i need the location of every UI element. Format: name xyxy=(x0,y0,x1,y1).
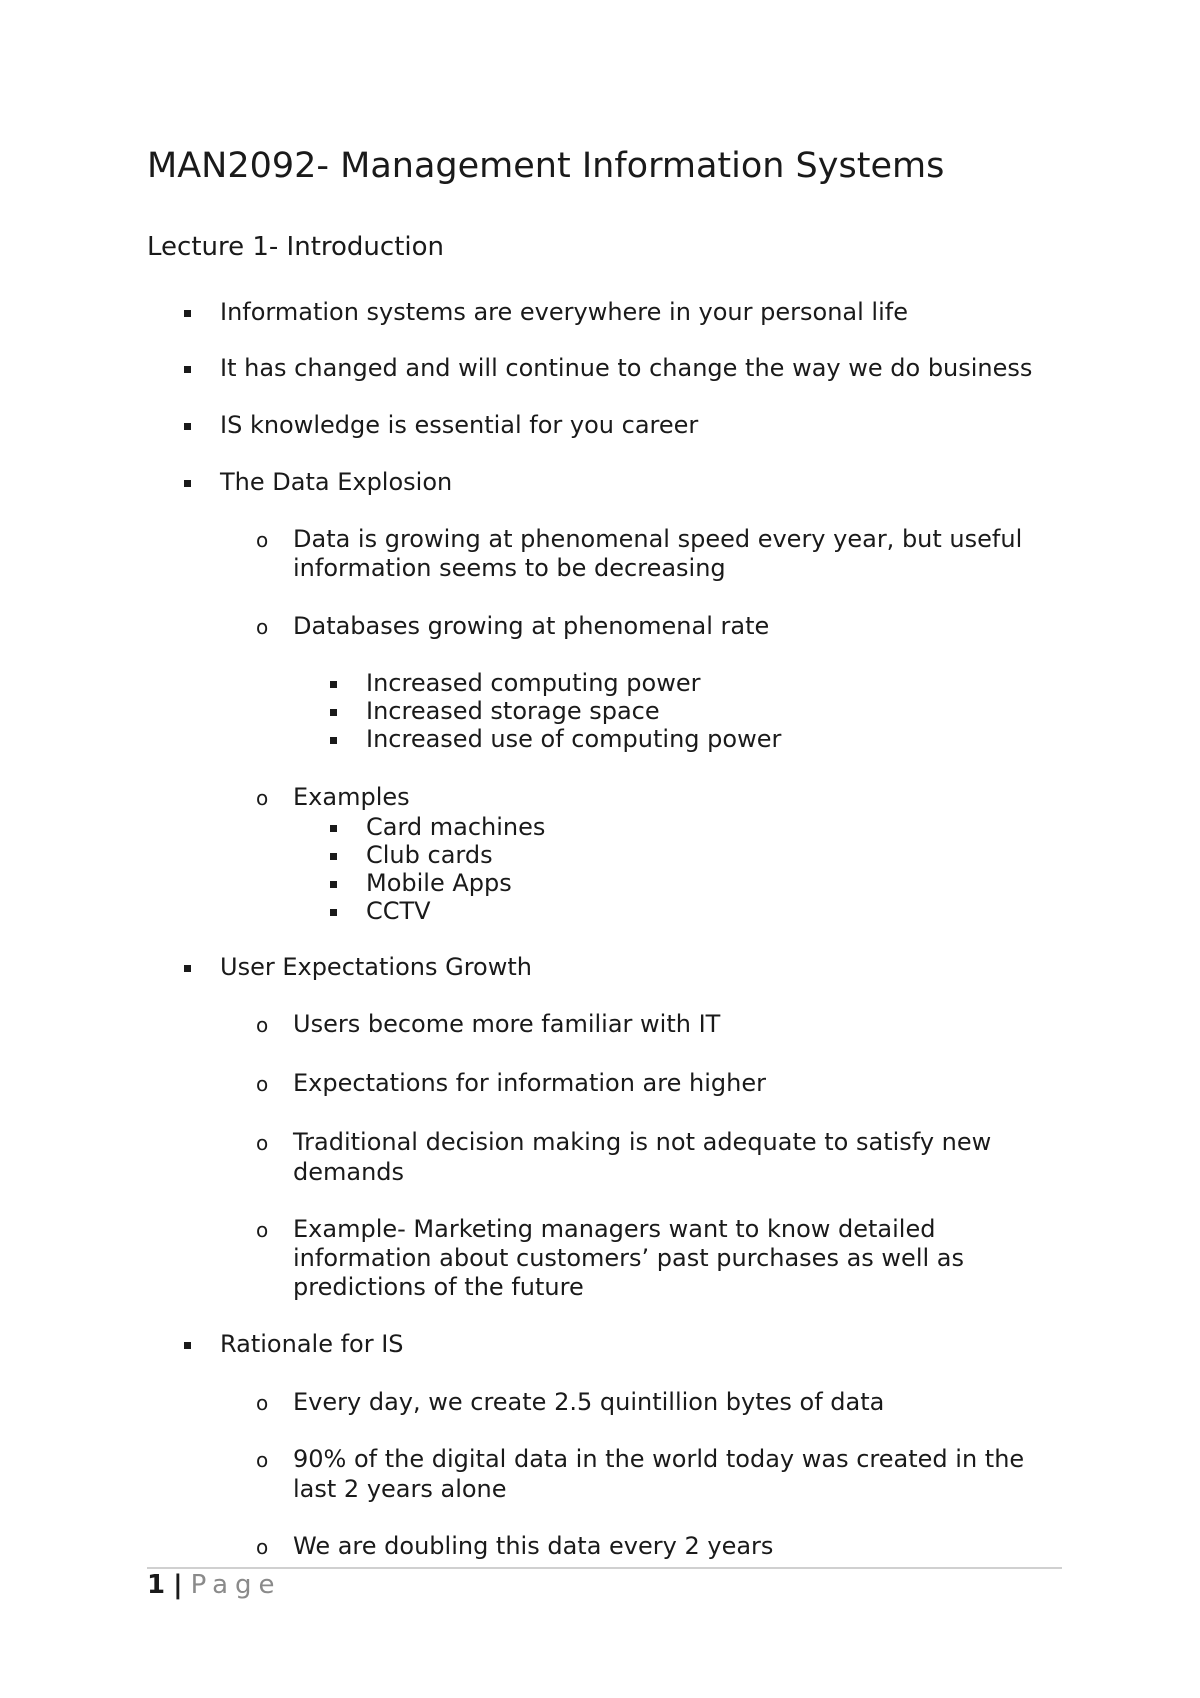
circle-bullet-icon: o xyxy=(256,615,269,639)
list-item: Databases growing at phenomenal rate xyxy=(293,612,770,640)
list-item: Increased use of computing power xyxy=(366,725,782,753)
list-item: Increased storage space xyxy=(366,697,660,725)
list-item: Increased computing power xyxy=(366,669,701,697)
list-item: Examples xyxy=(293,783,410,811)
list-item: The Data Explosion xyxy=(220,468,453,496)
list-item: Data is growing at phenomenal speed every year, but useful xyxy=(293,525,1023,553)
square-bullet-icon xyxy=(184,1342,191,1349)
square-bullet-icon xyxy=(330,881,337,888)
list-item: User Expectations Growth xyxy=(220,953,532,981)
list-item: Every day, we create 2.5 quintillion bytes of data xyxy=(293,1388,885,1416)
square-bullet-icon xyxy=(330,909,337,916)
square-bullet-icon xyxy=(330,681,337,688)
list-item: We are doubling this data every 2 years xyxy=(293,1532,774,1560)
square-bullet-icon xyxy=(330,853,337,860)
square-bullet-icon xyxy=(330,709,337,716)
list-item: CCTV xyxy=(366,897,431,925)
footer-divider xyxy=(147,1567,1062,1569)
list-item: Card machines xyxy=(366,813,546,841)
document-title: MAN2092- Management Information Systems xyxy=(147,146,945,186)
circle-bullet-icon: o xyxy=(256,786,269,810)
list-item: Traditional decision making is not adequate to satisfy new xyxy=(293,1128,992,1156)
circle-bullet-icon: o xyxy=(256,1013,269,1037)
square-bullet-icon xyxy=(184,965,191,972)
circle-bullet-icon: o xyxy=(256,1072,269,1096)
list-item: Expectations for information are higher xyxy=(293,1069,766,1097)
circle-bullet-icon: o xyxy=(256,528,269,552)
square-bullet-icon xyxy=(330,825,337,832)
square-bullet-icon xyxy=(184,480,191,487)
lecture-heading: Lecture 1- Introduction xyxy=(147,232,445,262)
page-footer xyxy=(147,1570,282,1600)
list-item-continuation: last 2 years alone xyxy=(293,1475,507,1503)
list-item: 90% of the digital data in the world today was created in the xyxy=(293,1445,1025,1473)
list-item-continuation: information seems to be decreasing xyxy=(293,554,726,582)
list-item-continuation: demands xyxy=(293,1158,405,1186)
list-item: Rationale for IS xyxy=(220,1330,404,1358)
circle-bullet-icon: o xyxy=(256,1218,269,1242)
list-item: IS knowledge is essential for you career xyxy=(220,411,699,439)
square-bullet-icon xyxy=(184,366,191,373)
square-bullet-icon xyxy=(184,310,191,317)
circle-bullet-icon: o xyxy=(256,1448,269,1472)
list-item: Information systems are everywhere in your personal life xyxy=(220,298,908,326)
list-item-continuation: predictions of the future xyxy=(293,1273,584,1301)
list-item-continuation: information about customers’ past purchases as well as xyxy=(293,1244,964,1272)
square-bullet-icon xyxy=(330,737,337,744)
list-item: Example- Marketing managers want to know detailed xyxy=(293,1215,936,1243)
list-item: Mobile Apps xyxy=(366,869,512,897)
list-item: It has changed and will continue to change the way we do business xyxy=(220,354,1033,382)
list-item: Users become more familiar with IT xyxy=(293,1010,721,1038)
footer-separator: | xyxy=(173,1570,183,1600)
page-label: Page xyxy=(190,1570,282,1600)
circle-bullet-icon: o xyxy=(256,1391,269,1415)
circle-bullet-icon: o xyxy=(256,1535,269,1559)
list-item: Club cards xyxy=(366,841,493,869)
circle-bullet-icon: o xyxy=(256,1131,269,1155)
page-number: 1 xyxy=(147,1570,166,1600)
square-bullet-icon xyxy=(184,423,191,430)
